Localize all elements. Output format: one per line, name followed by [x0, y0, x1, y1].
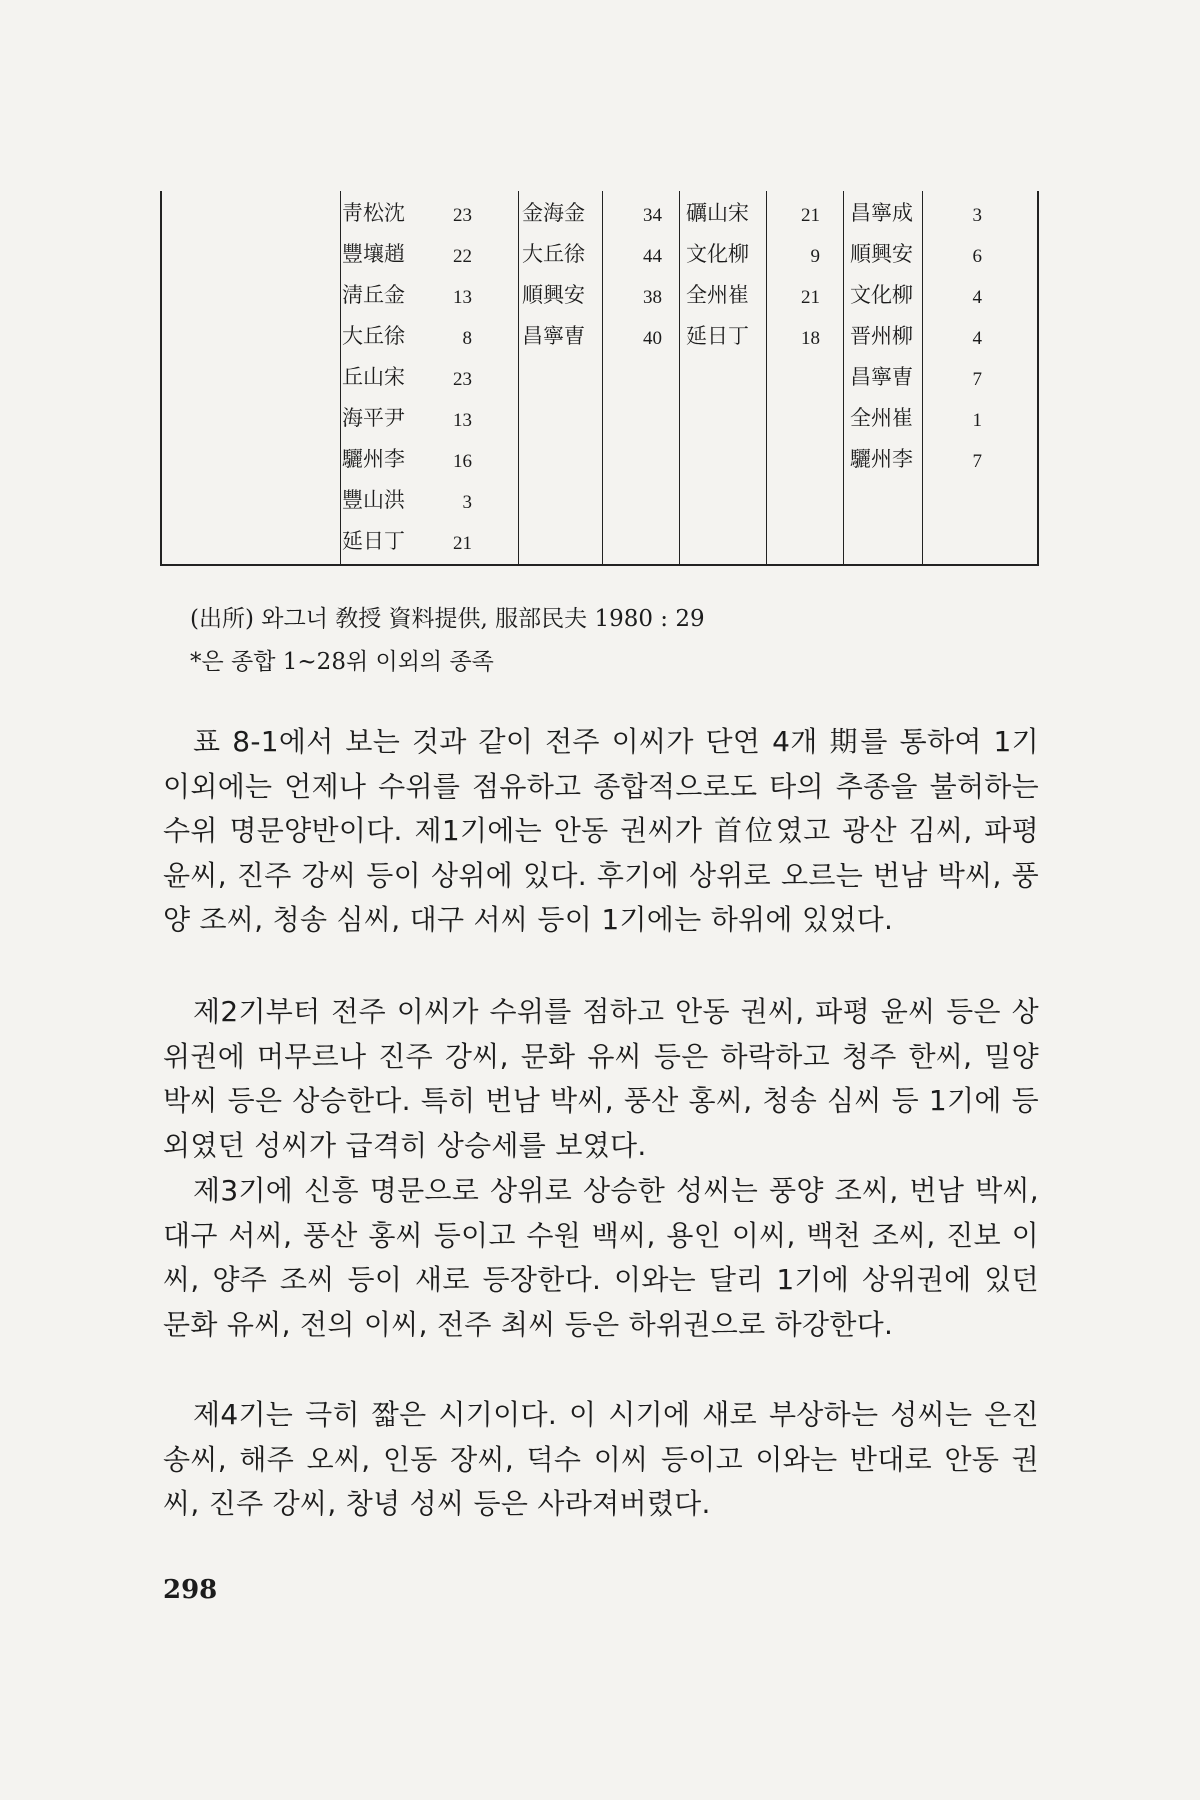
clan-count: 13 — [453, 410, 472, 431]
table-divider — [602, 191, 603, 564]
clan-name: 延日丁 — [342, 529, 405, 553]
clan-name: 淸丘金 — [342, 283, 405, 307]
clan-name: 驪州李 — [342, 447, 405, 471]
clan-name: 全州崔 — [850, 406, 913, 430]
clan-name: 豐壤趙 — [342, 242, 405, 266]
table-footnote: *은 종합 1~28위 이외의 종족 — [190, 649, 494, 675]
clan-name: 文化柳 — [686, 242, 749, 266]
clan-name: 豐山洪 — [342, 488, 405, 512]
clan-name: 順興安 — [850, 242, 913, 266]
source-citation: (出所) 와그너 敎授 資料提供, 服部民夫 1980 : 29 — [190, 606, 705, 632]
clan-count: 40 — [643, 328, 662, 349]
clan-name: 昌寧曺 — [522, 324, 585, 348]
table-divider — [766, 191, 767, 564]
clan-count: 23 — [453, 205, 472, 226]
clan-count: 6 — [972, 246, 982, 267]
body-paragraph: 제3기에 신흥 명문으로 상위로 상승한 성씨는 풍양 조씨, 번남 박씨, 대구 서씨, 풍산 홍씨 등이고 수원 백씨, 용인 이씨, 백천 조씨, 진보 이씨, 양주 조씨 등이 새로 등장한다. 이와는 달리 1기에 상위권에 있던 문화 유씨, 전의 이씨, 전주 최씨 등은 하위권으로 하강한다. — [163, 1174, 1039, 1341]
clan-count: 4 — [972, 328, 982, 349]
clan-name: 晋州柳 — [850, 324, 913, 348]
clan-count: 21 — [453, 533, 472, 554]
clan-name: 靑松沈 — [342, 201, 405, 225]
clan-count: 7 — [972, 451, 982, 472]
clan-table — [160, 191, 1039, 566]
body-paragraph: 제2기부터 전주 이씨가 수위를 점하고 안동 권씨, 파평 윤씨 등은 상위권에 머무르나 진주 강씨, 문화 유씨 등은 하락하고 청주 한씨, 밀양 박씨 등은 상승한다. 특히 번남 박씨, 풍산 홍씨, 청송 심씨 등 1기에 등외였던 성씨가 급격히 상승세를 보였다. — [163, 995, 1039, 1162]
clan-count: 8 — [462, 328, 472, 349]
clan-name: 順興安 — [522, 283, 585, 307]
page-number: 298 — [163, 1575, 218, 1605]
clan-count: 16 — [453, 451, 472, 472]
clan-name: 大丘徐 — [342, 324, 405, 348]
table-divider — [340, 191, 341, 564]
clan-name: 礪山宋 — [686, 201, 749, 225]
table-divider — [518, 191, 519, 564]
clan-count: 3 — [972, 205, 982, 226]
clan-name: 驪州李 — [850, 447, 913, 471]
clan-count: 4 — [972, 287, 982, 308]
clan-name: 昌寧成 — [850, 201, 913, 225]
clan-count: 9 — [810, 246, 820, 267]
clan-count: 44 — [643, 246, 662, 267]
clan-name: 昌寧曺 — [850, 365, 913, 389]
clan-count: 23 — [453, 369, 472, 390]
clan-count: 34 — [643, 205, 662, 226]
clan-name: 金海金 — [522, 201, 585, 225]
clan-count: 21 — [801, 205, 820, 226]
clan-name: 丘山宋 — [342, 365, 405, 389]
table-divider — [679, 191, 680, 564]
clan-count: 22 — [453, 246, 472, 267]
table-divider — [843, 191, 844, 564]
clan-count: 1 — [972, 410, 982, 431]
clan-count: 3 — [462, 492, 472, 513]
clan-name: 文化柳 — [850, 283, 913, 307]
clan-name: 大丘徐 — [522, 242, 585, 266]
body-paragraph: 표 8-1에서 보는 것과 같이 전주 이씨가 단연 4개 期를 통하여 1기 이외에는 언제나 수위를 점유하고 종합적으로도 타의 추종을 불허하는 수위 명문양반이다. 제1기에는 안동 권씨가 首位였고 광산 김씨, 파평 윤씨, 진주 강씨 등이 상위에 있다. 후기에 상위로 오르는 번남 박씨, 풍양 조씨, 청송 심씨, 대구 서씨 등이 1기에는 하위에 있었다. — [163, 725, 1039, 936]
clan-count: 18 — [801, 328, 820, 349]
clan-name: 全州崔 — [686, 283, 749, 307]
clan-name: 海平尹 — [342, 406, 405, 430]
clan-count: 38 — [643, 287, 662, 308]
clan-name: 延日丁 — [686, 324, 749, 348]
body-paragraph: 제4기는 극히 짧은 시기이다. 이 시기에 새로 부상하는 성씨는 은진 송씨, 해주 오씨, 인동 장씨, 덕수 이씨 등이고 이와는 반대로 안동 권씨, 진주 강씨, 창녕 성씨 등은 사라져버렸다. — [163, 1398, 1039, 1520]
clan-count: 7 — [972, 369, 982, 390]
clan-count: 21 — [801, 287, 820, 308]
clan-count: 13 — [453, 287, 472, 308]
table-divider — [922, 191, 923, 564]
